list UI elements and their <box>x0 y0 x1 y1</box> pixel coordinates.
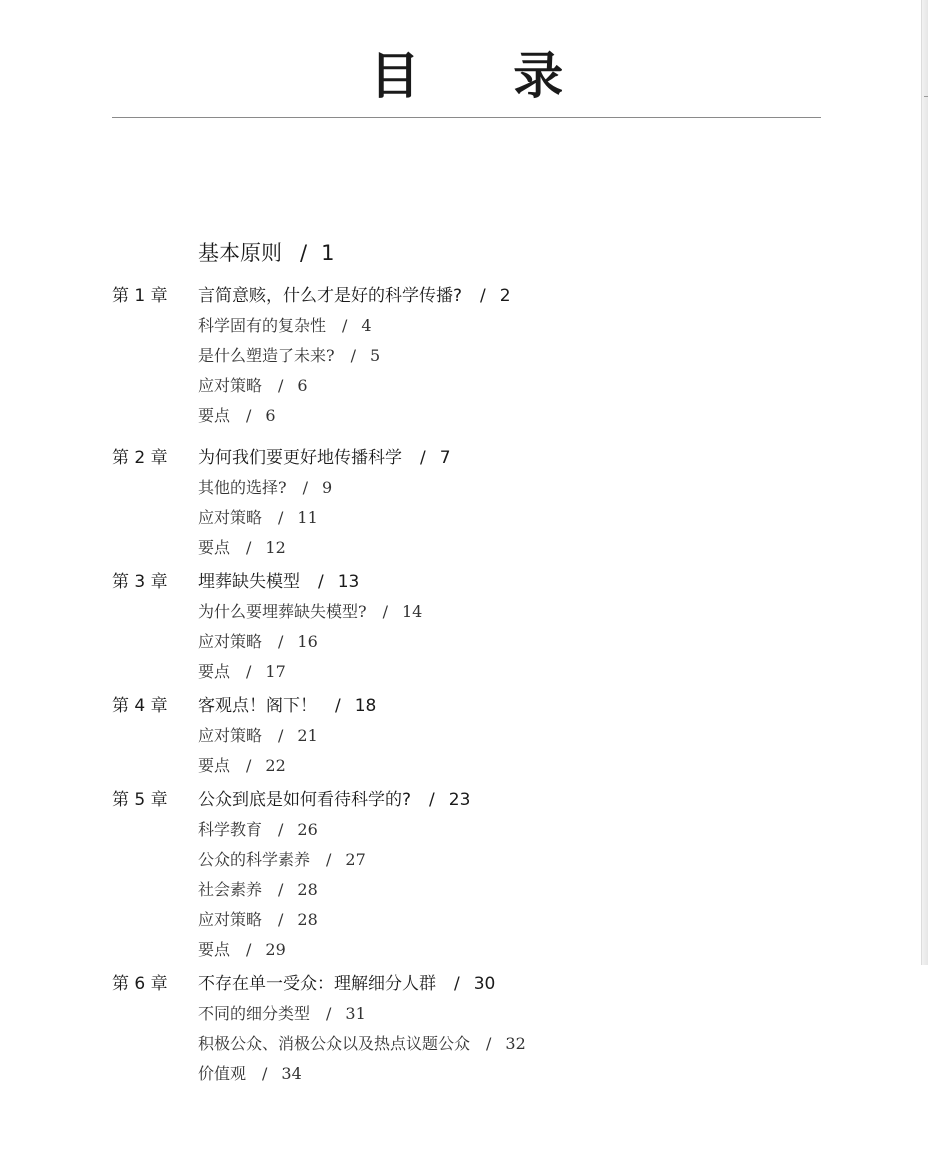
page-edge-tick <box>924 96 928 97</box>
separator: / <box>246 538 252 557</box>
separator: / <box>278 632 284 651</box>
chapter-title: 为何我们要更好地传播科学 <box>198 448 402 468</box>
table-of-contents <box>112 237 821 1093</box>
section-page: 21 <box>297 726 318 745</box>
chapter-number: 第 4 章 <box>112 696 168 716</box>
chapter-number: 第 5 章 <box>112 790 168 810</box>
section-page: 27 <box>345 850 366 869</box>
section-label: 科学固有的复杂性 <box>198 316 327 335</box>
chapter-title: 埋葬缺失模型 <box>198 572 300 592</box>
section-page: 31 <box>345 1004 366 1023</box>
section-label: 为什么要埋葬缺失模型? <box>198 602 367 621</box>
section-label: 应对策略 <box>198 376 263 395</box>
chapter-number: 第 1 章 <box>112 286 168 306</box>
separator: / <box>278 726 284 745</box>
separator: / <box>382 602 388 621</box>
separator: / <box>429 790 435 810</box>
toc-entry-section[interactable] <box>112 503 821 533</box>
adjacent-page-edge <box>921 0 928 965</box>
chapter-page: 18 <box>354 696 377 716</box>
separator: / <box>246 756 252 775</box>
section-label: 应对策略 <box>198 910 263 929</box>
chapter-page: 2 <box>499 286 511 306</box>
separator: / <box>278 376 284 395</box>
toc-entry-section[interactable] <box>112 473 821 503</box>
toc-entry-section[interactable] <box>112 533 821 563</box>
separator: / <box>278 508 284 527</box>
section-label: 应对策略 <box>198 726 263 745</box>
toc-entry-section[interactable] <box>112 815 821 845</box>
section-label: 不同的细分类型 <box>198 1004 311 1023</box>
separator: / <box>480 286 486 306</box>
section-label: 应对策略 <box>198 632 263 651</box>
section-page: 29 <box>265 940 286 959</box>
section-label: 要点 <box>198 538 231 557</box>
prelude-label: 基本原则 <box>198 241 282 265</box>
separator: / <box>302 478 308 497</box>
toc-entry-section[interactable] <box>112 999 821 1029</box>
chapter-title: 公众到底是如何看待科学的? <box>198 790 412 810</box>
chapter-3 <box>112 567 821 687</box>
chapter-6 <box>112 969 821 1089</box>
toc-entry-section[interactable] <box>112 627 821 657</box>
section-label: 应对策略 <box>198 508 263 527</box>
section-page: 12 <box>265 538 286 557</box>
section-page: 4 <box>361 316 372 335</box>
toc-entry-section[interactable] <box>112 597 821 627</box>
toc-entry-prelude[interactable] <box>112 237 821 269</box>
chapter-title: 客观点！阁下！ <box>198 696 317 716</box>
section-page: 16 <box>297 632 318 651</box>
chapter-2 <box>112 443 821 563</box>
toc-entry-section[interactable] <box>112 1029 821 1059</box>
separator: / <box>350 346 356 365</box>
section-page: 34 <box>281 1064 302 1083</box>
toc-entry-chapter-2[interactable] <box>112 443 821 473</box>
chapter-1 <box>112 281 821 431</box>
separator: / <box>318 572 324 592</box>
section-page: 6 <box>265 406 276 425</box>
separator: / <box>278 880 284 899</box>
separator: / <box>246 662 252 681</box>
toc-entry-chapter-3[interactable] <box>112 567 821 597</box>
toc-title: 目 录 <box>369 47 602 105</box>
separator: / <box>486 1034 492 1053</box>
separator: / <box>300 241 308 265</box>
section-page: 14 <box>401 602 423 621</box>
toc-entry-section[interactable] <box>112 845 821 875</box>
chapter-title: 不存在单一受众：理解细分人群 <box>198 974 436 994</box>
toc-entry-section[interactable] <box>112 721 821 751</box>
title-divider <box>112 117 821 118</box>
chapter-4 <box>112 691 821 781</box>
separator: / <box>342 316 348 335</box>
section-page: 28 <box>297 880 318 899</box>
section-page: 11 <box>297 508 318 527</box>
toc-entry-section[interactable] <box>112 341 821 371</box>
section-label: 要点 <box>198 406 231 425</box>
section-label: 要点 <box>198 940 231 959</box>
separator: / <box>335 696 341 716</box>
section-page: 9 <box>321 478 333 497</box>
toc-entry-section[interactable] <box>112 935 821 965</box>
section-label: 社会素养 <box>198 880 263 899</box>
section-label: 是什么塑造了未来? <box>198 346 335 365</box>
separator: / <box>262 1064 268 1083</box>
chapter-page: 30 <box>473 974 496 994</box>
section-page: 17 <box>265 662 286 681</box>
section-label: 科学教育 <box>198 820 263 839</box>
toc-entry-section[interactable] <box>112 657 821 687</box>
section-page: 6 <box>297 376 308 395</box>
section-page: 5 <box>369 346 381 365</box>
section-page: 22 <box>265 756 286 775</box>
toc-entry-section[interactable] <box>112 371 821 401</box>
prelude-page: 1 <box>321 241 335 265</box>
toc-entry-chapter-4[interactable] <box>112 691 821 721</box>
separator: / <box>246 940 252 959</box>
section-page: 28 <box>297 910 318 929</box>
separator: / <box>454 974 460 994</box>
section-label: 要点 <box>198 662 231 681</box>
chapter-page: 13 <box>337 572 360 592</box>
chapter-number: 第 6 章 <box>112 974 168 994</box>
section-label: 公众的科学素养 <box>198 850 311 869</box>
section-page: 26 <box>297 820 318 839</box>
toc-entry-chapter-5[interactable] <box>112 785 821 815</box>
section-label: 价值观 <box>198 1064 247 1083</box>
toc-entry-section[interactable] <box>112 905 821 935</box>
toc-entry-section[interactable] <box>112 875 821 905</box>
toc-entry-section[interactable] <box>112 751 821 781</box>
section-label: 其他的选择? <box>198 478 287 497</box>
toc-entry-section[interactable] <box>112 1059 821 1089</box>
chapter-page: 7 <box>439 448 451 468</box>
chapter-5 <box>112 785 821 965</box>
section-label: 积极公众、消极公众以及热点议题公众 <box>198 1034 471 1053</box>
toc-entry-chapter-1[interactable] <box>112 281 821 311</box>
separator: / <box>246 406 252 425</box>
separator: / <box>278 820 284 839</box>
separator: / <box>278 910 284 929</box>
chapter-title: 言简意赅，什么才是好的科学传播? <box>198 286 463 306</box>
separator: / <box>326 850 332 869</box>
chapter-number: 第 3 章 <box>112 572 168 592</box>
toc-entry-chapter-6[interactable] <box>112 969 821 999</box>
chapter-page: 23 <box>448 790 471 810</box>
section-page: 32 <box>505 1034 526 1053</box>
section-label: 要点 <box>198 756 231 775</box>
separator: / <box>420 448 426 468</box>
separator: / <box>326 1004 332 1023</box>
toc-entry-section[interactable] <box>112 311 821 341</box>
chapter-number: 第 2 章 <box>112 448 168 468</box>
toc-entry-section[interactable] <box>112 401 821 431</box>
